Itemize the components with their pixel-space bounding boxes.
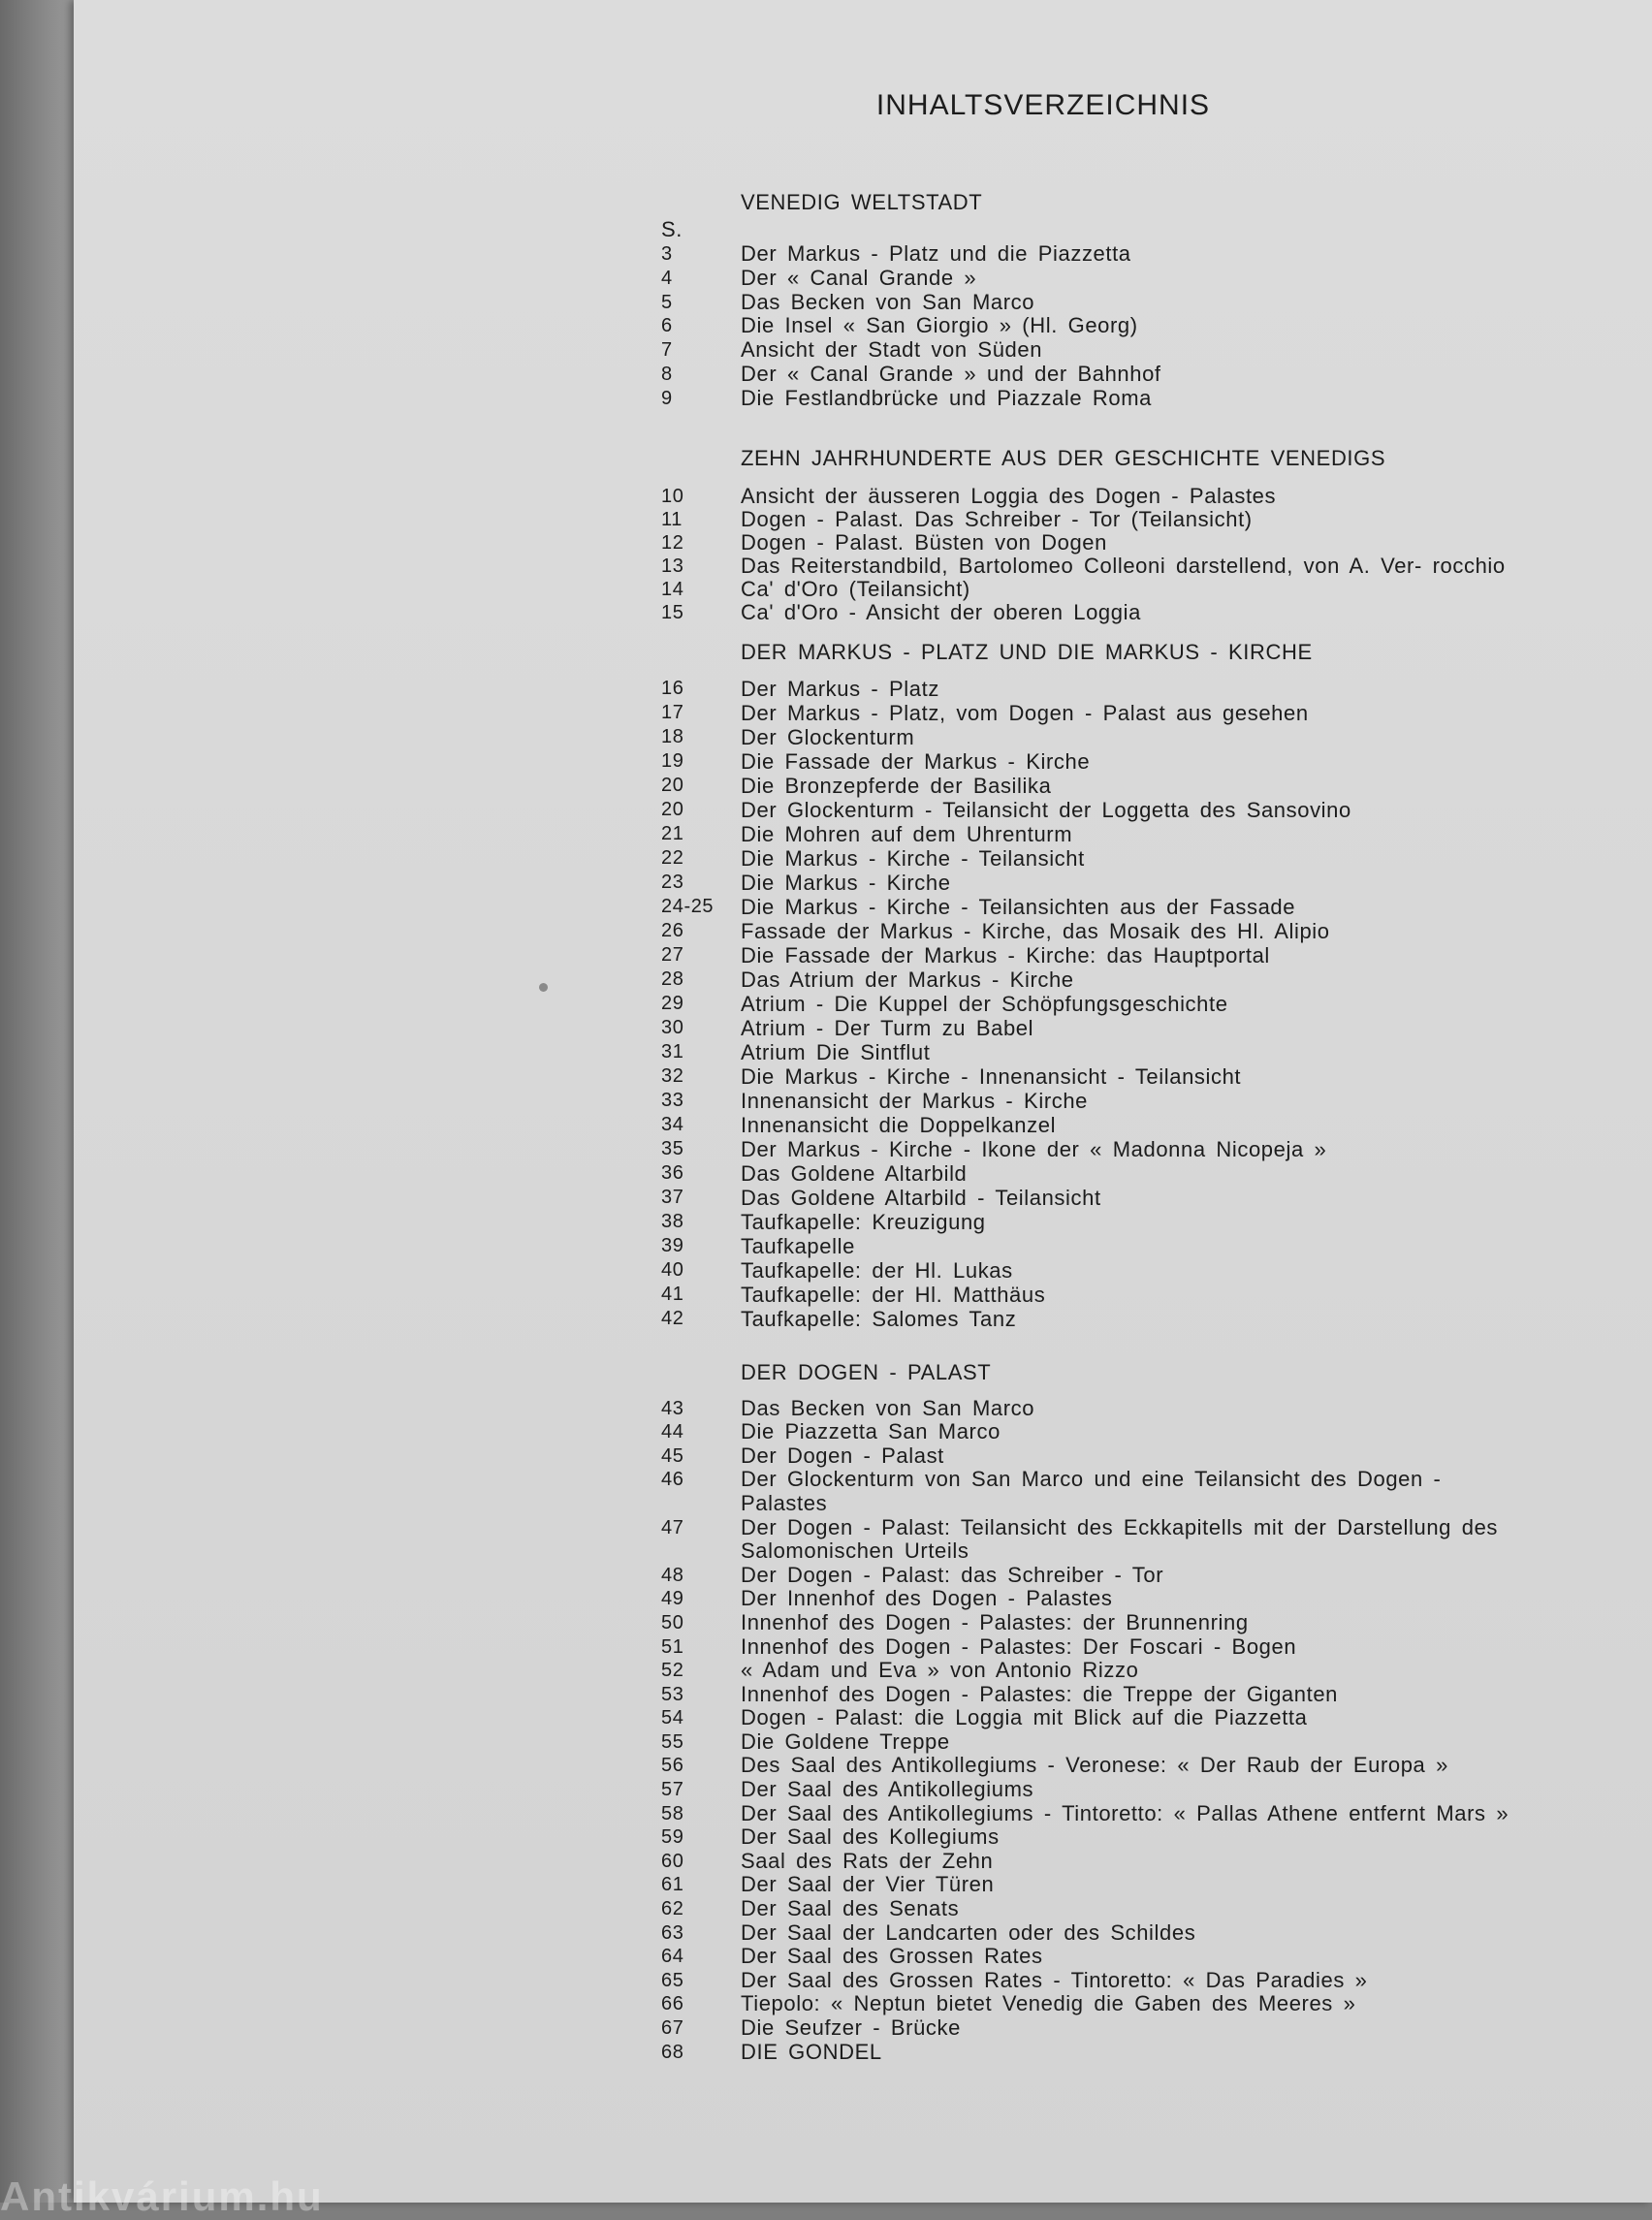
entry-title: Der Glockenturm: [741, 724, 915, 749]
toc-entry: [661, 774, 1514, 798]
entry-page-number: 9: [661, 387, 673, 409]
entry-page-number: 13: [661, 555, 684, 577]
entry-title: Der Saal des Antikollegiums: [741, 1777, 1034, 1802]
entry-page-number: 56: [661, 1755, 684, 1777]
entry-page-number: 55: [661, 1730, 684, 1753]
entry-title: Der « Canal Grande »: [741, 265, 977, 290]
toc-entry: [661, 1802, 1514, 1826]
entry-title: Der Markus - Platz: [741, 676, 939, 701]
entry-page-number: 7: [661, 339, 673, 362]
entry-title: Der Saal des Senats: [741, 1896, 960, 1921]
entry-page-number: 30: [661, 1016, 684, 1038]
toc-entry: [661, 242, 1514, 267]
entry-page-number: 61: [661, 1874, 684, 1896]
toc-entry: [661, 2016, 1514, 2041]
entry-title: Atrium - Die Kuppel der Schöpfungsgeschichte: [741, 991, 1228, 1016]
section-heading: VENEDIG WELTSTADT: [741, 190, 983, 214]
section-heading: ZEHN JAHRHUNDERTE AUS DER GESCHICHTE VENEDIGS: [741, 445, 1386, 470]
entry-page-number: 68: [661, 2041, 684, 2063]
entry-title: Die Insel « San Giorgio » (Hl. Georg): [741, 313, 1138, 338]
toc-entry: [661, 943, 1514, 967]
toc-section: [661, 188, 1514, 411]
entry-title: Der Saal des Grossen Rates - Tintoretto: « Das Paradies »: [741, 1967, 1368, 1992]
entry-title: Der « Canal Grande » und der Bahnhof: [741, 361, 1161, 386]
toc-entry: [661, 363, 1514, 387]
toc-entry: [661, 1754, 1514, 1778]
entry-title: Das Goldene Altarbild - Teilansicht: [741, 1185, 1101, 1210]
toc-entry: [661, 1161, 1514, 1186]
entry-title: Innenhof des Dogen - Palastes: Der Foscari - Bogen: [741, 1633, 1297, 1659]
toc-entry: [661, 1564, 1514, 1588]
entry-title: Atrium Die Sintflut: [741, 1039, 931, 1064]
toc-entry: [661, 1420, 1514, 1444]
toc-entry: [661, 1969, 1514, 1993]
entry-page-number: 31: [661, 1040, 684, 1062]
entry-page-number: 45: [661, 1444, 684, 1467]
toc-entry: [661, 267, 1514, 291]
entry-page-number: 64: [661, 1946, 684, 1968]
entry-title: Die Markus - Kirche: [741, 870, 951, 895]
entry-page-number: 53: [661, 1683, 684, 1705]
entry-title: Der Saal des Kollegiums: [741, 1824, 1000, 1850]
toc-entry: [661, 1307, 1514, 1331]
toc-entry: [661, 1873, 1514, 1897]
entry-title: Die Markus - Kirche - Teilansicht: [741, 845, 1085, 871]
entry-title: Dogen - Palast. Das Schreiber - Tor (Teilansicht): [741, 506, 1253, 531]
toc-entry: [661, 919, 1514, 943]
entry-page-number: 62: [661, 1898, 684, 1920]
entry-page-number: 51: [661, 1635, 684, 1658]
toc-entry: [661, 291, 1514, 315]
entry-page-number: 27: [661, 943, 684, 966]
toc-entry: [661, 1730, 1514, 1755]
entry-title: Ansicht der Stadt von Süden: [741, 337, 1043, 363]
toc-entry: [661, 1992, 1514, 2016]
entry-title: Die Bronzepferde der Basilika: [741, 773, 1052, 798]
entry-page-number: 5: [661, 291, 673, 313]
entry-page-number: 66: [661, 1993, 684, 2015]
background-edge: [0, 0, 76, 2203]
toc-entry: [661, 1706, 1514, 1730]
entry-title: Die Piazzetta San Marco: [741, 1419, 1001, 1444]
toc-entry: [661, 967, 1514, 992]
entry-page-number: 41: [661, 1283, 684, 1305]
entry-title: Das Becken von San Marco: [741, 289, 1035, 314]
entry-title: Innenhof des Dogen - Palastes: der Brunnenring: [741, 1609, 1249, 1634]
toc-entry: [661, 2041, 1514, 2065]
entry-page-number: 42: [661, 1307, 684, 1329]
entry-page-number: 6: [661, 315, 673, 337]
entry-title: Der Markus - Platz, vom Dogen - Palast aus gesehen: [741, 700, 1309, 725]
entry-page-number: 40: [661, 1258, 684, 1281]
section-heading: DER MARKUS - PLATZ UND DIE MARKUS - KIRCHE: [741, 639, 1313, 664]
entry-page-number: 28: [661, 967, 684, 990]
entry-page-number: 47: [661, 1516, 684, 1538]
entry-title: Die Goldene Treppe: [741, 1728, 950, 1754]
toc-entry: [661, 1587, 1514, 1611]
page-title: INHALTSVERZEICHNIS: [875, 89, 1211, 121]
entry-page-number: 29: [661, 992, 684, 1014]
entry-title: Die Seufzer - Brücke: [741, 2015, 961, 2041]
entry-title: Saal des Rats der Zehn: [741, 1848, 994, 1873]
toc-entry: [661, 1064, 1514, 1089]
toc-entry: [661, 338, 1514, 363]
section-heading: DER DOGEN - PALAST: [741, 1359, 992, 1384]
entry-page-number: 17: [661, 701, 684, 723]
toc-entry: [661, 1825, 1514, 1850]
toc-entry: [661, 822, 1514, 846]
toc-entry: [661, 1234, 1514, 1258]
toc-entry: [661, 555, 1514, 578]
entry-title: Der Dogen - Palast: [741, 1443, 944, 1468]
entry-title: Fassade der Markus - Kirche, das Mosaik des Hl. Alipio: [741, 918, 1330, 943]
toc-entry: [661, 1921, 1514, 1946]
watermark: Antikvárium.hu: [0, 2173, 324, 2219]
toc-entry: [661, 1210, 1514, 1234]
entry-page-number: 38: [661, 1210, 684, 1232]
entry-page-number: 33: [661, 1089, 684, 1111]
entry-page-number: 59: [661, 1826, 684, 1849]
entry-page-number: 49: [661, 1588, 684, 1610]
toc-entry: [661, 1258, 1514, 1283]
toc-entry: [661, 1516, 1514, 1564]
toc-entry: [661, 1016, 1514, 1040]
toc-entry: [661, 314, 1514, 338]
toc-entry: [661, 1659, 1514, 1683]
book-page: [74, 0, 1652, 2203]
toc-section: [661, 444, 1514, 624]
toc-entry: [661, 677, 1514, 701]
entry-page-number: 19: [661, 749, 684, 772]
entry-page-number: 3: [661, 243, 673, 265]
toc-entry: [661, 871, 1514, 895]
toc-entry: [661, 1945, 1514, 1969]
entry-page-number: 37: [661, 1186, 684, 1208]
entry-page-number: 65: [661, 1969, 684, 1991]
entry-page-number: 43: [661, 1397, 684, 1419]
toc-entry: [661, 1186, 1514, 1210]
entry-title: Das Becken von San Marco: [741, 1395, 1035, 1420]
toc-entry: [661, 1468, 1514, 1515]
entry-title: Innenhof des Dogen - Palastes: die Treppe der Giganten: [741, 1681, 1338, 1706]
toc-entry: [661, 531, 1514, 555]
toc-entry: [661, 485, 1514, 508]
table-of-contents: [661, 176, 1514, 2064]
entry-title: Der Glockenturm von San Marco und eine Teilansicht des Dogen - Palastes: [741, 1467, 1442, 1515]
entry-page-number: 22: [661, 846, 684, 869]
entry-page-number: 67: [661, 2017, 684, 2040]
page-column-label: S.: [661, 217, 683, 241]
entry-page-number: 24-25: [661, 895, 715, 917]
entry-title: Der Saal der Landcarten oder des Schildes: [741, 1919, 1196, 1945]
entry-page-number: 8: [661, 363, 673, 385]
toc-entry: [661, 1137, 1514, 1161]
entry-page-number: 44: [661, 1421, 684, 1443]
toc-entry: [661, 387, 1514, 411]
entry-title: Das Atrium der Markus - Kirche: [741, 967, 1074, 992]
toc-entry: [661, 1397, 1514, 1421]
entry-page-number: 52: [661, 1660, 684, 1682]
toc-entry: [661, 798, 1514, 822]
toc-entry: [661, 601, 1514, 624]
entry-title: Dogen - Palast: die Loggia mit Blick auf die Piazzetta: [741, 1705, 1308, 1730]
entry-title: Atrium - Der Turm zu Babel: [741, 1015, 1034, 1040]
toc-entry: [661, 508, 1514, 531]
entry-title: Die Markus - Kirche - Teilansichten aus der Fassade: [741, 894, 1296, 919]
entry-title: Die Fassade der Markus - Kirche: [741, 748, 1091, 774]
entry-page-number: 11: [661, 508, 683, 530]
entry-title: Der Glockenturm - Teilansicht der Loggetta des Sansovino: [741, 797, 1351, 822]
toc-entry: [661, 1089, 1514, 1113]
toc-entry: [661, 725, 1514, 749]
entry-page-number: 39: [661, 1234, 684, 1256]
entry-title: Das Goldene Altarbild: [741, 1160, 968, 1186]
toc-entry: [661, 1635, 1514, 1660]
toc-entry: [661, 1444, 1514, 1469]
entry-page-number: 14: [661, 578, 684, 600]
entry-title: Der Markus - Platz und die Piazzetta: [741, 241, 1131, 266]
entry-title: Die Festlandbrücke und Piazzale Roma: [741, 385, 1153, 410]
toc-entry: [661, 1040, 1514, 1064]
toc-entry: [661, 578, 1514, 601]
entry-title: Ca' d'Oro (Teilansicht): [741, 576, 970, 601]
toc-entry: [661, 1683, 1514, 1707]
entry-page-number: 15: [661, 601, 684, 623]
entry-title: Der Dogen - Palast: das Schreiber - Tor: [741, 1562, 1164, 1587]
toc-entry: [661, 1778, 1514, 1802]
toc-entry: [661, 1897, 1514, 1921]
entry-title: DIE GONDEL: [741, 2039, 882, 2064]
entry-page-number: 20: [661, 798, 684, 820]
entry-page-number: 23: [661, 871, 684, 893]
entry-title: Das Reiterstandbild, Bartolomeo Colleoni darstellend, von A. Ver- rocchio: [741, 553, 1506, 578]
entry-page-number: 20: [661, 774, 684, 796]
entry-page-number: 46: [661, 1469, 684, 1491]
entry-title: Der Innenhof des Dogen - Palastes: [741, 1586, 1113, 1611]
entry-title: Die Markus - Kirche - Innenansicht - Teilansicht: [741, 1063, 1242, 1089]
entry-page-number: 32: [661, 1064, 684, 1087]
entry-title: Tiepolo: « Neptun bietet Venedig die Gaben des Meeres »: [741, 1991, 1356, 2016]
toc-entry: [661, 992, 1514, 1016]
entry-title: Des Saal des Antikollegiums - Veronese: « Der Raub der Europa »: [741, 1753, 1448, 1778]
toc-entry: [661, 1850, 1514, 1874]
entry-page-number: 63: [661, 1921, 684, 1944]
entry-page-number: 54: [661, 1707, 684, 1729]
toc-entry: [661, 1611, 1514, 1635]
entry-page-number: 34: [661, 1113, 684, 1135]
toc-entry: [661, 1283, 1514, 1307]
toc-entry: [661, 846, 1514, 871]
toc-section: [661, 1358, 1514, 2065]
entry-title: « Adam und Eva » von Antonio Rizzo: [741, 1658, 1139, 1683]
entry-title: Die Fassade der Markus - Kirche: das Hauptportal: [741, 942, 1270, 967]
entry-title: Der Dogen - Palast: Teilansicht des Eckkapitells mit der Darstellung des Salomonischen Urteils: [741, 1514, 1499, 1564]
entry-title: Die Mohren auf dem Uhrenturm: [741, 821, 1073, 846]
entry-title: Ca' d'Oro - Ansicht der oberen Loggia: [741, 599, 1141, 624]
entry-title: Taufkapelle: der Hl. Lukas: [741, 1257, 1013, 1283]
entry-page-number: 18: [661, 725, 684, 747]
entry-page-number: 4: [661, 267, 673, 289]
paper-speck: [539, 983, 548, 992]
entry-page-number: 10: [661, 485, 684, 507]
toc-section: [661, 638, 1514, 1331]
entry-page-number: 36: [661, 1161, 684, 1184]
entry-page-number: 35: [661, 1137, 684, 1159]
entry-title: Ansicht der äusseren Loggia des Dogen - Palastes: [741, 483, 1277, 508]
toc-entry: [661, 895, 1514, 919]
entry-page-number: 58: [661, 1802, 684, 1824]
entry-page-number: 57: [661, 1779, 684, 1801]
toc-entry: [661, 701, 1514, 725]
entry-title: Taufkapelle: [741, 1233, 855, 1258]
toc-entry: [661, 749, 1514, 774]
entry-title: Taufkapelle: Salomes Tanz: [741, 1306, 1017, 1331]
entry-title: Taufkapelle: der Hl. Matthäus: [741, 1282, 1046, 1307]
entry-title: Innenansicht der Markus - Kirche: [741, 1088, 1089, 1113]
entry-title: Taufkapelle: Kreuzigung: [741, 1209, 986, 1234]
entry-title: Der Saal des Antikollegiums - Tintoretto: « Pallas Athene entfernt Mars »: [741, 1800, 1509, 1825]
entry-page-number: 48: [661, 1564, 684, 1586]
entry-title: Innenansicht die Doppelkanzel: [741, 1112, 1057, 1137]
toc-entry: [661, 1113, 1514, 1137]
entry-page-number: 16: [661, 677, 684, 699]
entry-title: Der Markus - Kirche - Ikone der « Madonna Nicopeja »: [741, 1136, 1327, 1161]
entry-title: Der Saal des Grossen Rates: [741, 1944, 1043, 1969]
entry-page-number: 26: [661, 919, 684, 941]
entry-page-number: 21: [661, 822, 684, 844]
entry-title: Dogen - Palast. Büsten von Dogen: [741, 529, 1107, 555]
entry-title: Der Saal der Vier Türen: [741, 1872, 995, 1897]
entry-page-number: 50: [661, 1611, 684, 1633]
entry-page-number: 12: [661, 531, 684, 554]
entry-page-number: 60: [661, 1850, 684, 1872]
